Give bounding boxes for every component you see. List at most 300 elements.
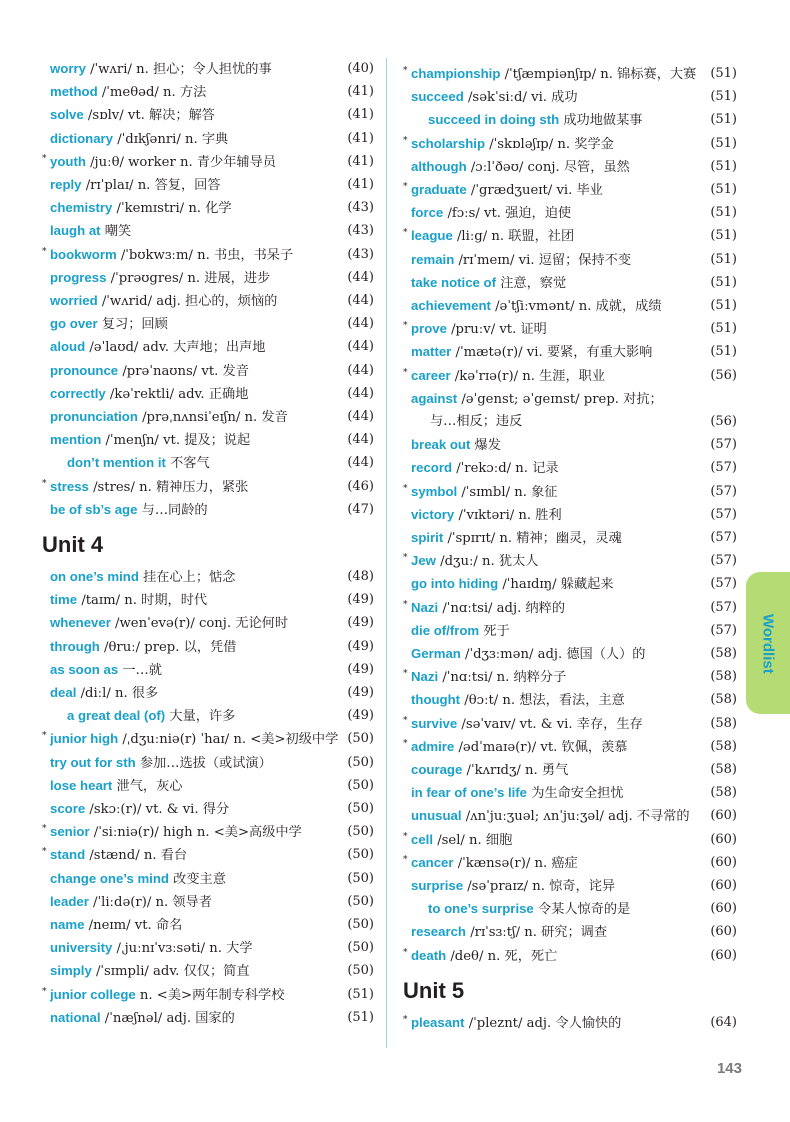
page-reference: (51) [710,89,737,105]
entry-definition: /ˈgrædʒueɪt/ vi. 毕业 [466,183,603,198]
wordlist-entry [42,682,374,704]
entry-body [411,202,707,225]
wordlist-entry [42,197,374,219]
headword: youth [50,153,86,169]
headword: junior high [50,731,119,747]
entry-body [411,318,707,341]
wordlist-entry [42,844,374,866]
headword: as soon as [50,661,119,677]
entry-body [411,829,707,852]
page-reference: (50) [347,754,374,770]
headword: admire [411,738,455,754]
page-reference: (50) [347,940,374,956]
page-reference: (44) [347,339,374,355]
page-reference: (49) [347,685,374,700]
page-reference: (40) [347,61,374,76]
wordlist-entry [42,290,374,312]
headword: Nazi [411,599,439,615]
headword: time [50,592,78,608]
wordlist-entry [42,566,374,588]
entry-definition: 大量，许多 [165,709,236,725]
entry-definition: /ˈvɪktəri/ n. 胜利 [454,507,562,523]
entry-definition: /ˈkʌrɪdʒ/ n. 勇气 [462,763,569,778]
wordlist-entry [42,891,374,913]
entry-definition: /ˈliːdə(r)/ n. 领导者 [88,894,212,910]
entry-body [50,891,344,914]
headword: courage [411,762,463,777]
entry-body [50,499,344,522]
page-reference: (56) [710,367,737,383]
wordlist-entry [42,104,374,126]
headword: surprise [411,878,464,893]
entry-body [50,104,344,127]
entry-definition: 不客气 [165,456,210,472]
page-reference: (44) [347,455,374,471]
entry-body [411,759,707,782]
entry-body [50,984,344,1007]
entry-definition: /kəˈrɪə(r)/ n. 生涯，职业 [450,368,606,384]
entry-definition: 挂在心上；惦念 [138,570,236,585]
wordlist-entry [403,573,737,595]
wordlist-entry [42,775,374,797]
star-marker: * [403,228,408,239]
entry-body [428,898,707,921]
entry-definition: /ˈsɪmpli/ adv. 仅仅；简直 [91,964,250,980]
entry-body [411,272,707,295]
entry-definition: /ɔːlˈðəʊ/ conj. 尽管，虽然 [466,159,630,175]
entry-definition: /liːg/ n. 联盟，社团 [452,229,575,245]
headword: scholarship [411,135,486,151]
entry-definition: /wenˈevə(r)/ conj. 无论何时 [110,616,289,632]
headword: stress [50,478,89,494]
page-reference: (58) [710,646,737,661]
entry-definition: /əˈtʃiːvmənt/ n. 成就，成绩 [490,299,662,314]
entry-body [50,313,344,336]
entry-body [411,365,707,388]
side-tab-label: Wordlist [759,614,777,674]
page-reference: (57) [710,599,737,615]
headword: break out [411,437,471,453]
wordlist-entry [42,174,374,196]
entry-body [50,383,344,406]
page-reference: (41) [347,107,374,123]
headword: don’t mention it [67,455,166,471]
wordlist-entry [403,759,737,781]
wordlist-entry [42,728,374,750]
page-reference: (57) [710,437,737,453]
entry-definition: 参加…选拔（或试演） [135,755,272,771]
page-reference: (43) [347,246,374,262]
wordlist-entry [42,406,374,428]
page-reference: (60) [710,924,737,940]
headword: leader [50,893,89,909]
entry-definition: /ˈkænsə(r)/ n. 癌症 [453,855,578,871]
entry-body [411,852,707,875]
page-reference: (58) [710,762,737,777]
wordlist-entry [42,752,374,774]
page-reference: (49) [347,661,374,677]
wordlist-entry [403,272,737,294]
entry-body [411,713,707,736]
entry-body [50,429,344,452]
entry-body [50,752,344,775]
wordlist-entry [42,589,374,611]
entry-definition: /ˈwʌri/ n. 担心；令人担忧的事 [85,62,272,77]
star-marker: * [403,854,408,865]
wordlist-subentry [42,705,374,727]
star-marker: * [403,66,408,76]
headword: lose heart [50,777,113,793]
entry-body [411,295,707,318]
entry-body [50,336,344,359]
headword: championship [411,66,501,81]
entry-body [50,682,344,705]
page-reference: (49) [347,638,374,654]
wordlist-entry [42,336,374,358]
page-reference: (57) [710,460,737,476]
entry-definition: /ˈmeθəd/ n. 方法 [97,85,207,101]
wordlist-entry [42,868,374,890]
page-reference: (44) [347,293,374,308]
entry-definition: 嘲笑 [100,224,132,240]
wordlist-entry [42,821,374,843]
entry-body [411,945,707,968]
page-reference: (51) [710,205,737,221]
headword: German [411,646,461,661]
page-reference: (48) [347,569,374,584]
entry-body [411,481,707,504]
entry-body [411,63,707,86]
headword: reply [50,177,82,192]
headword: laugh at [50,223,101,239]
wordlist-entry [403,643,737,665]
page-number: 143 [716,1060,742,1077]
entry-definition: /ˈbʊkwɜːm/ n. 书虫，书呆子 [116,247,294,263]
entry-body [50,58,344,81]
entry-definition: 成功地做某事 [559,113,643,129]
entry-body [50,914,344,937]
headword: through [50,638,100,654]
page-reference: (64) [710,1014,737,1030]
headword: whenever [50,615,111,631]
page-reference: (51) [710,182,737,197]
wordlist-entry [403,133,737,155]
entry-body [411,527,707,550]
headword: change one’s mind [50,870,169,886]
wordlist-entry [403,457,737,479]
wordlist-entry [403,597,737,619]
star-marker: * [403,669,408,680]
entry-definition: /rɪˈmeɪn/ vi. 逗留；保持不变 [454,252,632,268]
headword: against [411,390,458,406]
wordlist-entry [403,156,737,178]
entry-definition: /sel/ n. 细胞 [433,832,513,848]
page-reference: (58) [710,785,737,801]
entry-definition: /rɪˈplaɪ/ n. 答复，回答 [81,178,221,193]
headword: league [411,228,453,244]
wordlist-entry [42,58,374,80]
entry-definition: /skɔː(r)/ vt. & vi. 得分 [85,802,230,817]
headword: score [50,801,86,816]
wordlist-entry [403,365,737,387]
wordlist-entry [403,829,737,851]
wordlist-entry [42,612,374,634]
star-marker: * [42,153,47,164]
headword: university [50,940,113,956]
wordlist-entry [403,921,737,943]
page-reference: (50) [347,963,374,979]
entry-definition: n. <美>两年制专科学校 [135,987,285,1003]
entry-body [411,875,707,898]
wordlist-entry [42,1007,374,1029]
entry-body [50,128,344,151]
entry-definition: /ˈnæʃnəl/ adj. 国家的 [100,1010,235,1026]
star-marker: * [403,367,408,378]
entry-definition: /əˈgenst; əˈgeɪnst/ prep. 对抗； [457,391,663,407]
entry-body [50,821,344,844]
page-reference: (47) [347,501,374,517]
wordlist-entry [403,63,737,85]
page-reference: (44) [347,316,374,332]
wordlist-entry [403,388,737,410]
entry-definition: /əˈlaʊd/ adv. 大声地；出声地 [85,340,266,356]
headword: a great deal (of) [67,708,166,724]
page-reference: (51) [710,112,737,128]
headword: victory [411,506,455,522]
page-reference: (41) [347,130,374,146]
wordlist-entry [42,128,374,150]
wordlist-side-tab[interactable] [746,572,790,714]
wordlist-entry [403,225,737,247]
page-reference: (50) [347,731,374,747]
star-marker: * [403,483,408,494]
page-reference: (58) [710,738,737,754]
page-reference: (50) [347,824,374,840]
page-reference: (50) [347,870,374,886]
entry-definition: /pruːv/ vt. 证明 [446,322,547,338]
entry-body [428,109,707,132]
wordlist-entry [403,713,737,735]
page-reference: (44) [347,362,374,378]
entry-body [50,151,344,174]
entry-definition: /ˌjuːnɪˈvɜːsəti/ n. 大学 [112,941,253,957]
page-reference: (50) [347,893,374,909]
entry-definition: /prəˈnaʊns/ vt. 发音 [118,363,249,379]
star-marker: * [403,182,408,192]
headword: progress [50,269,107,285]
wordlist-entry [403,945,737,967]
headword: record [411,460,453,476]
headword: die of/from [411,622,480,638]
entry-body [50,406,344,429]
headword: correctly [50,385,106,401]
headword: worried [50,293,98,308]
entry-definition: /ˈsiːniə(r)/ high n. <美>高级中学 [89,825,302,841]
entry-definition: /ˈdʒɜːmən/ adj. 德国（人）的 [460,647,646,662]
entry-body [411,156,707,179]
entry-definition: /ˈnɑːtsi/ n. 纳粹分子 [438,670,567,686]
headword: research [411,924,466,940]
entry-definition: 复习；回顾 [97,317,168,333]
wordlist-entry [403,782,737,804]
headword: method [50,84,98,100]
unit-heading: Unit 5 [403,977,465,1003]
headword: remain [411,251,455,267]
entry-definition: /ədˈmaɪə(r)/ vt. 钦佩，羡慕 [454,739,628,755]
entry-definition: 令某人惊奇的是 [533,902,631,918]
page-reference: (58) [710,669,737,685]
wordlist-entry [42,984,374,1006]
wordlist-entry [403,550,737,572]
entry-body [411,341,707,364]
wordlist-entry [403,434,737,456]
entry-body [411,666,707,689]
page-reference: (43) [347,200,374,216]
entry-body [50,197,344,220]
headword: be of sb’s age [50,501,138,517]
entry-body [50,566,344,589]
entry-body [50,868,344,891]
entry-body [411,133,707,156]
star-marker: * [403,553,408,564]
page-reference: (43) [347,223,374,239]
star-marker: * [42,847,47,858]
headword: symbol [411,483,458,499]
page-reference: (60) [710,901,737,917]
page-reference: (60) [710,947,737,963]
entry-body [50,728,344,751]
star-marker: * [42,731,47,742]
star-marker: * [403,947,408,958]
wordlist-entry [403,666,737,688]
entry-definition: /taɪm/ n. 时期，时代 [77,593,208,609]
star-marker: * [403,1014,408,1025]
entry-definition: 一…就 [118,662,162,678]
entry-definition: /deθ/ n. 死，死亡 [446,948,558,964]
entry-body [411,643,707,666]
page-reference: (44) [347,385,374,401]
entry-definition: /səˈpraɪz/ n. 惊奇，诧异 [463,879,616,894]
headword: pronounce [50,362,119,378]
page-reference: (57) [710,483,737,499]
entry-body [411,736,707,759]
headword: senior [50,824,90,840]
page-reference: (51) [710,298,737,313]
page-reference: (49) [347,708,374,724]
entry-body [50,844,344,867]
wordlist-entry [403,527,737,549]
entry-definition: /ˈhaɪdɪŋ/ 躲藏起来 [498,577,614,593]
wordlist-entry [42,659,374,681]
star-marker: * [403,321,408,332]
entry-body [411,1012,707,1035]
entry-definition: /stres/ n. 精神压力，紧张 [88,479,249,495]
wordlist-subentry [403,109,737,131]
entry-body [411,921,707,944]
headword: achievement [411,298,491,313]
wordlist-entry [403,179,737,201]
entry-body [411,782,707,805]
entry-definition: /rɪˈsɜːtʃ/ n. 研究；调查 [466,925,608,941]
page-reference: (51) [710,135,737,151]
entry-definition: 爆发 [470,438,501,454]
page-reference: (41) [347,177,374,192]
headword: worry [50,61,86,76]
page-reference: (41) [347,153,374,169]
wordlist-entry [403,805,737,827]
headword: Nazi [411,669,439,685]
entry-definition: /dʒuː/ n. 犹太人 [435,554,539,570]
entry-definition: /neɪm/ vt. 命名 [84,918,183,933]
entry-body [411,550,707,573]
wordlist-entry [403,875,737,897]
wordlist-entry [42,313,374,335]
entry-body [50,659,344,682]
headword: bookworm [50,246,117,262]
entry-body [50,81,344,104]
star-marker: * [403,715,408,726]
page-reference: (51) [347,986,374,1002]
page-reference: (57) [710,506,737,522]
headword: graduate [411,182,467,197]
wordlist-entry [403,86,737,108]
page-reference: (51) [710,66,737,81]
wordlist-entry [42,383,374,405]
entry-body [50,1007,344,1030]
entry-body [50,960,344,983]
headword: succeed [411,89,464,105]
wordlist-entry [42,960,374,982]
entry-body [50,476,344,499]
headword: career [411,367,451,383]
entry-definition: /sɒlv/ vt. 解决；解答 [83,108,215,124]
wordlist-entry [42,499,374,521]
entry-body [430,411,707,433]
page-reference: (50) [347,847,374,863]
wordlist-entry [42,636,374,658]
headword: unusual [411,808,462,824]
page-reference: (56) [710,414,737,429]
star-marker: * [42,824,47,835]
star-marker: * [42,246,47,257]
wordlist-entry [403,249,737,271]
entry-body [411,249,707,272]
page-reference: (50) [347,777,374,793]
headword: take notice of [411,274,497,290]
headword: junior college [50,986,136,1002]
entry-definition: 死于 [479,623,510,639]
entry-body [50,798,344,821]
entry-body [50,589,344,612]
page-reference: (57) [710,576,737,592]
headword: pleasant [411,1014,465,1030]
entry-body [50,290,344,313]
headword: dictionary [50,130,114,146]
headword: matter [411,344,452,360]
wordlist-entry [403,341,737,363]
entry-definition: /diːl/ n. 很多 [76,686,159,701]
entry-body [411,620,707,643]
wordlist-subentry [42,452,374,474]
wordlist-entry [403,620,737,642]
wordlist-entry [42,244,374,266]
entry-definition: /ˈskɒləʃɪp/ n. 奖学金 [485,136,614,152]
page-reference: (44) [347,269,374,285]
entry-definition: /səkˈsiːd/ vi. 成功 [463,90,578,106]
wordlist-entry [42,476,374,498]
wordlist-entry [403,504,737,526]
entry-definition: /ˈspɪrɪt/ n. 精神；幽灵，灵魂 [443,531,622,546]
